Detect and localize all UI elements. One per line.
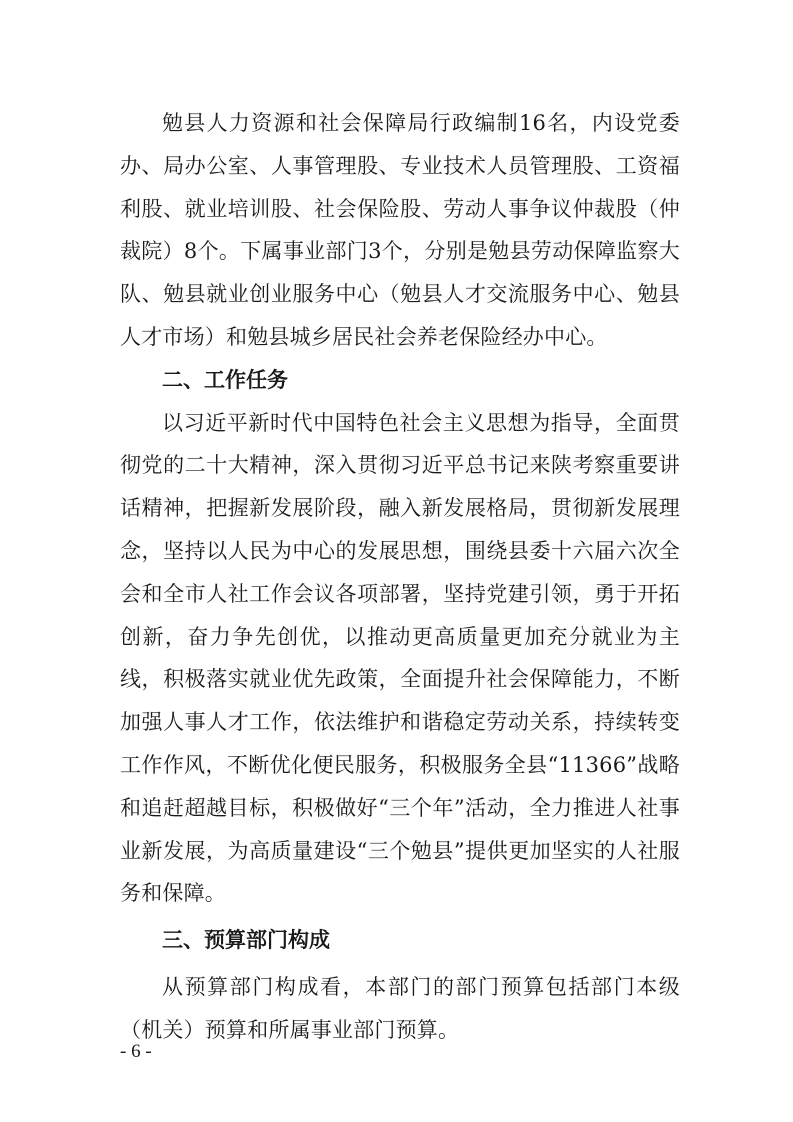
paragraph-work-tasks: 以习近平新时代中国特色社会主义思想为指导，全面贯彻党的二十大精神，深入贯彻习近平总书记来陕考察重要讲话精神，把握新发展阶段，融入新发展格局，贯彻新发展理念，坚持以人民为中心的发展思想，围绕县委十六届六次全会和全市人社工作会议各项部署，坚持党建引领，勇于开拓创新，奋力争先创优，以推动更高质量更加充分就业为主线，积极落实就业优先政策，全面提升社会保障能力，不断加强人事人才工作，依法维护和谐稳定劳动关系，持续转变工作作风，不断优化便民服务，积极服务全县“11366”战略和追赶超越目标，积极做好“三个年”活动，全力推进人社事业新发展，为高质量建设“三个勉县”提供更加坚实的人社服务和保障。: [120, 410, 680, 906]
section-heading-work-tasks: 二、工作任务: [162, 367, 288, 392]
document-body: [120, 102, 680, 1052]
page-number: - 6 -: [120, 1041, 152, 1062]
section-heading-budget-composition: 三、预算部门构成: [162, 928, 330, 953]
paragraph-organization: 勉县人力资源和社会保障局行政编制16名，内设党委办、局办公室、人事管理股、专业技术人员管理股、工资福利股、就业培训股、社会保险股、劳动人事争议仲裁股（仲裁院）8个。下属事业部门3个，分别是勉县劳动保障监察大队、勉县就业创业服务中心（勉县人才交流服务中心、勉县人才市场）和勉县城乡居民社会养老保险经办中心。: [120, 111, 680, 349]
paragraph-budget-composition: 从预算部门构成看，本部门的部门预算包括部门本级（机关）预算和所属事业部门预算。: [120, 974, 680, 1042]
